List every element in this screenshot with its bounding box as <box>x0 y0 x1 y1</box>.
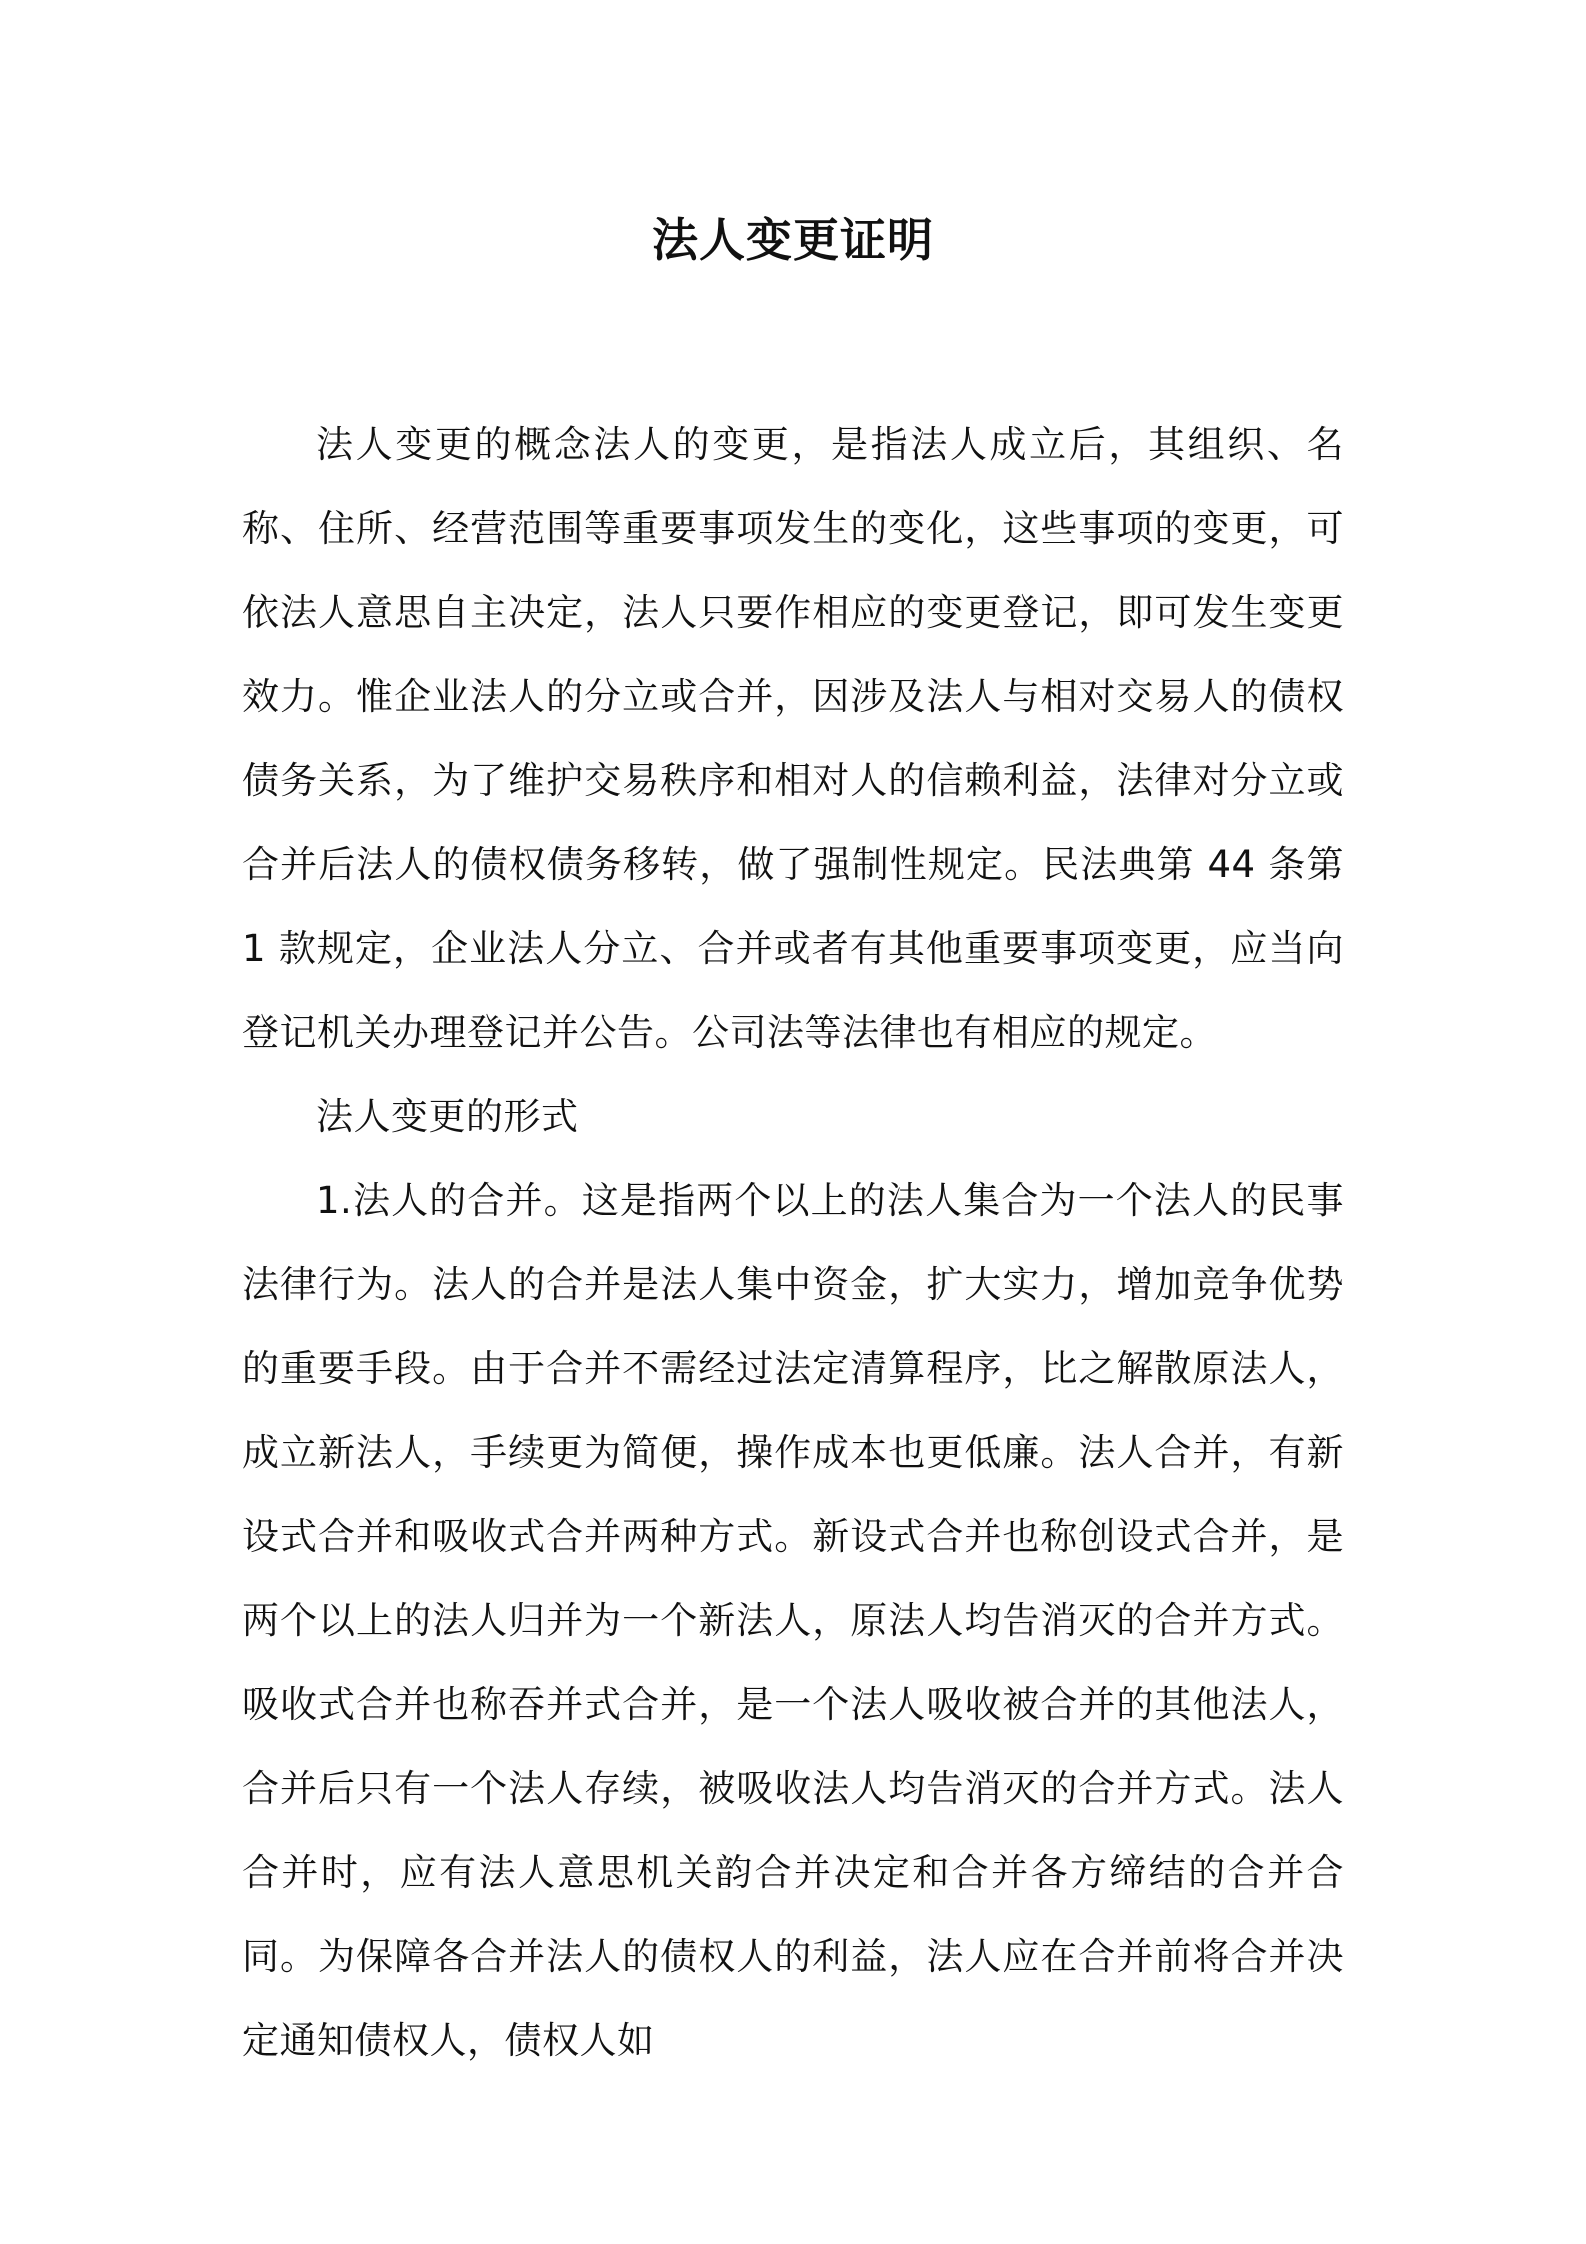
paragraph-merger: 1.法人的合并。这是指两个以上的法人集合为一个法人的民事法律行为。法人的合并是法人集中资金，扩大实力，增加竞争优势的重要手段。由于合并不需经过法定清算程序，比之解散原法人，成立新法人，手续更为简便，操作成本也更低廉。法人合并，有新设式合并和吸收式合并两种方式。新设式合并也称创设式合并，是两个以上的法人归并为一个新法人，原法人均告消灭的合并方式。吸收式合并也称吞并式合并，是一个法人吸收被合并的其他法人，合并后只有一个法人存续，被吸收法人均告消灭的合并方式。法人合并时，应有法人意思机关韵合并决定和合并各方缔结的合并合同。为保障各合并法人的债权人的利益，法人应在合并前将合并决定通知债权人，债权人如 <box>242 1179 1344 2062</box>
paragraph-forms-heading: 法人变更的形式 <box>316 1095 579 1138</box>
paragraph-concept: 法人变更的概念法人的变更，是指法人成立后，其组织、名称、住所、经营范围等重要事项发生的变化，这些事项的变更，可依法人意思自主决定，法人只要作相应的变更登记，即可发生变更效力。惟企业法人的分立或合并，因涉及法人与相对交易人的债权债务关系，为了维护交易秩序和相对人的信赖利益，法律对分立或合并后法人的债权债务移转，做了强制性规定。民法典第 44 条第 1 款规定，企业法人分立、合并或者有其他重要事项变更，应当向登记机关办理登记并公告。公司法等法律也有相应的规定。 <box>242 423 1344 1054</box>
document-title: 法人变更证明 <box>652 213 934 267</box>
document-body <box>242 403 1344 2083</box>
